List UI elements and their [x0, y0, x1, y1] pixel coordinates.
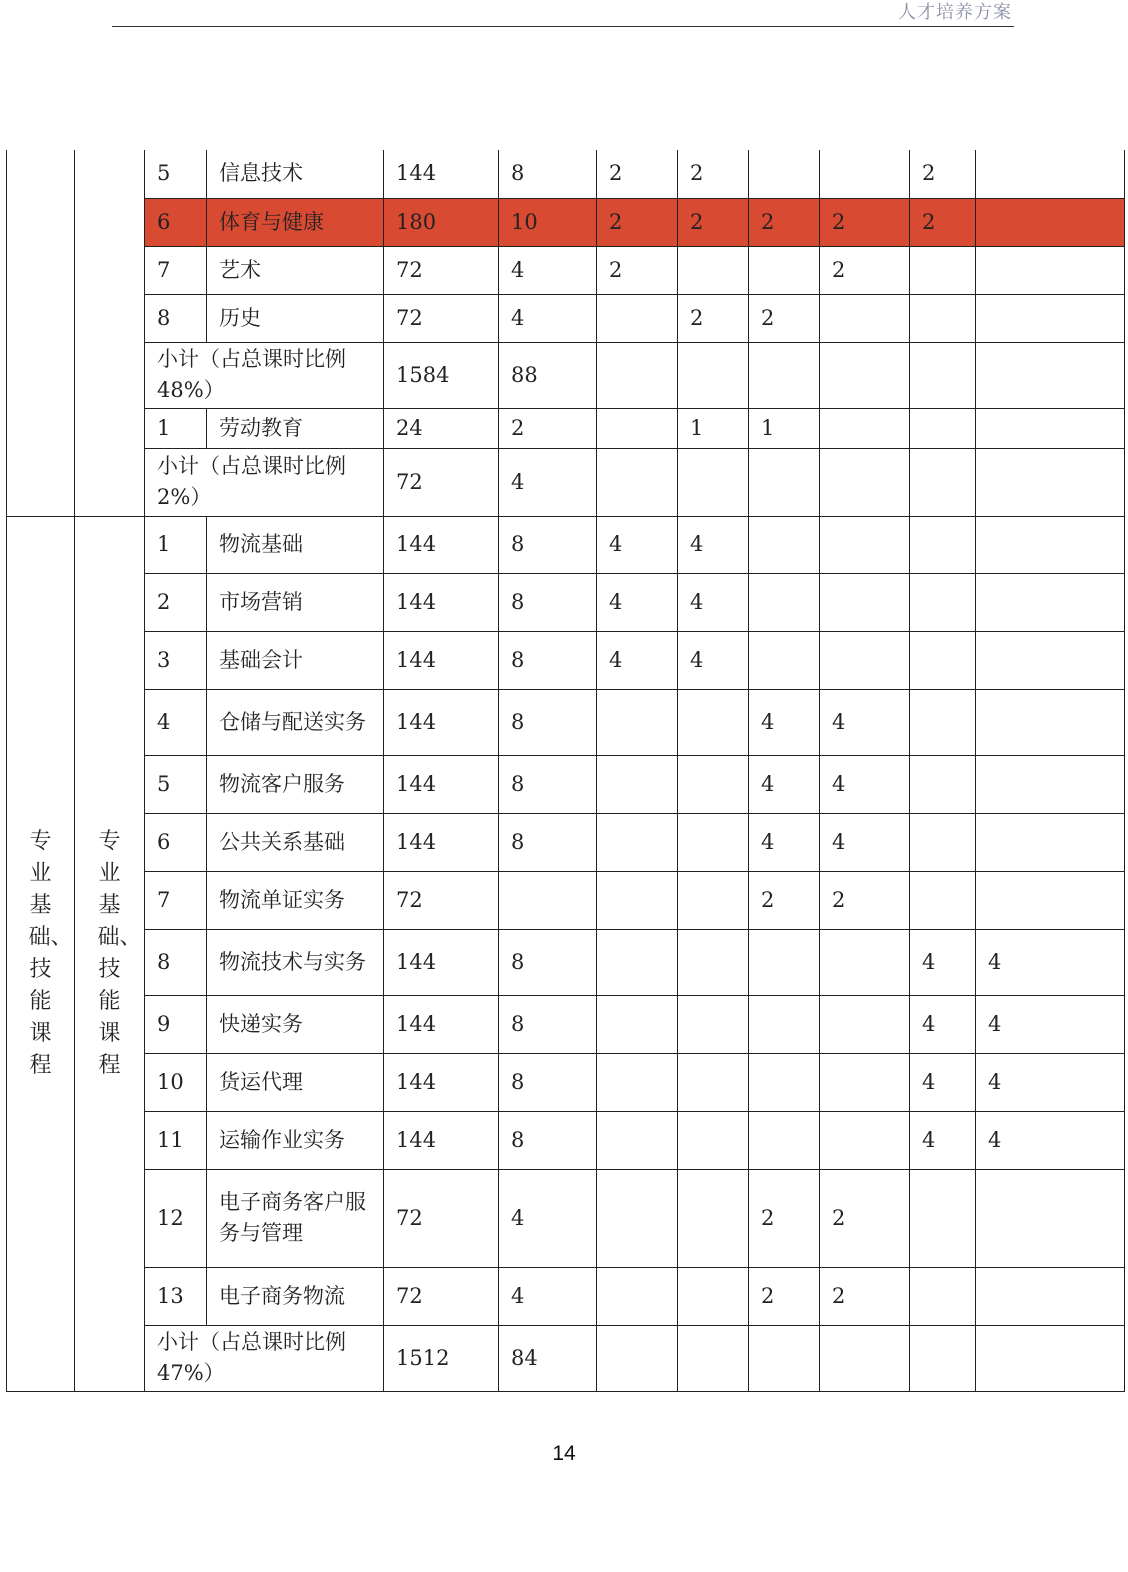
cell-semester-5: [910, 448, 976, 516]
cell-semester-3: [749, 573, 820, 631]
cell-hours: 72: [384, 294, 499, 342]
course-table: [6, 150, 1125, 1392]
cell-credits: 2: [499, 408, 597, 448]
cell-semester-1: [597, 1325, 678, 1391]
cell-semester-5: [910, 246, 976, 294]
cell-semester-4: [820, 1325, 910, 1391]
cell-semester-5: [910, 342, 976, 408]
cell-hours: 144: [384, 929, 499, 995]
cell-hours: 72: [384, 246, 499, 294]
cell-semester-5: [910, 631, 976, 689]
cell-semester-5: [910, 689, 976, 755]
cell-no: 6: [145, 198, 207, 246]
subtotal-row: [7, 1325, 1125, 1391]
table-row: [7, 1111, 1125, 1169]
subtotal-hours: 1584: [384, 342, 499, 408]
cell-credits: 4: [499, 294, 597, 342]
cell-hours: 144: [384, 1053, 499, 1111]
cell-semester-1: [597, 689, 678, 755]
cell-hours: 144: [384, 813, 499, 871]
cell-semester-6: [976, 342, 1125, 408]
cell-no: 3: [145, 631, 207, 689]
cell-no: 6: [145, 813, 207, 871]
subtotal-credits: 84: [499, 1325, 597, 1391]
table-row: [7, 689, 1125, 755]
cell-semester-1: [597, 1169, 678, 1267]
cell-semester-4: [820, 929, 910, 995]
cell-no: 8: [145, 294, 207, 342]
cell-semester-3: 4: [749, 689, 820, 755]
cell-credits: 8: [499, 689, 597, 755]
cell-semester-4: 4: [820, 755, 910, 813]
cell-course-name: 仓储与配送实务: [207, 689, 384, 755]
cell-semester-5: [910, 1325, 976, 1391]
cell-semester-4: [820, 631, 910, 689]
cell-course-name: 运输作业实务: [207, 1111, 384, 1169]
cell-semester-6: [976, 1325, 1125, 1391]
subtotal-label: 小计（占总课时比例 47%）: [145, 1325, 384, 1391]
cell-no: 7: [145, 871, 207, 929]
cell-semester-4: [820, 294, 910, 342]
cell-semester-2: 2: [678, 294, 749, 342]
cell-semester-5: [910, 755, 976, 813]
page-number: 14: [552, 1442, 576, 1465]
cell-no: 13: [145, 1267, 207, 1325]
cell-semester-2: 4: [678, 631, 749, 689]
cell-semester-3: 2: [749, 871, 820, 929]
cell-semester-6: [976, 448, 1125, 516]
cell-semester-1: [597, 929, 678, 995]
cell-semester-3: 1: [749, 408, 820, 448]
cell-course-name: 物流基础: [207, 516, 384, 573]
cell-semester-4: 4: [820, 689, 910, 755]
cell-semester-1: 4: [597, 631, 678, 689]
cell-credits: 4: [499, 1267, 597, 1325]
cell-semester-3: [749, 995, 820, 1053]
table-row: [7, 1169, 1125, 1267]
cell-semester-6: [976, 294, 1125, 342]
cell-course-name: 劳动教育: [207, 408, 384, 448]
cell-semester-4: [820, 1111, 910, 1169]
cell-semester-3: 2: [749, 294, 820, 342]
cell-semester-1: 4: [597, 516, 678, 573]
cell-hours: 144: [384, 995, 499, 1053]
cell-semester-1: [597, 813, 678, 871]
cell-semester-1: [597, 871, 678, 929]
cell-course-name: 电子商务物流: [207, 1267, 384, 1325]
cell-semester-2: [678, 1267, 749, 1325]
cell-semester-4: 2: [820, 198, 910, 246]
cell-credits: 8: [499, 1111, 597, 1169]
cell-credits: 8: [499, 929, 597, 995]
cell-semester-3: 2: [749, 198, 820, 246]
cell-semester-2: [678, 1169, 749, 1267]
cell-course-name: 历史: [207, 294, 384, 342]
cell-semester-3: 2: [749, 1169, 820, 1267]
subtotal-row: [7, 448, 1125, 516]
cell-semester-3: [749, 929, 820, 995]
subtotal-label: 小计（占总课时比例 48%）: [145, 342, 384, 408]
table-row: [7, 631, 1125, 689]
cell-hours: 144: [384, 573, 499, 631]
cell-course-name: 物流客户服务: [207, 755, 384, 813]
cell-course-name: 货运代理: [207, 1053, 384, 1111]
cell-semester-4: 2: [820, 1169, 910, 1267]
cell-hours: 180: [384, 198, 499, 246]
cell-credits: 8: [499, 755, 597, 813]
cell-semester-2: [678, 1325, 749, 1391]
cell-semester-4: [820, 448, 910, 516]
table-row: [7, 755, 1125, 813]
table-row: [7, 1053, 1125, 1111]
cell-semester-2: [678, 929, 749, 995]
cell-semester-6: [976, 408, 1125, 448]
cell-semester-5: 4: [910, 1111, 976, 1169]
cell-semester-4: [820, 408, 910, 448]
cell-no: 5: [145, 755, 207, 813]
table-row: [7, 573, 1125, 631]
cell-semester-3: 2: [749, 1267, 820, 1325]
cell-no: 7: [145, 246, 207, 294]
category-cell: [7, 516, 75, 1391]
cell-semester-6: [976, 198, 1125, 246]
cell-semester-2: 1: [678, 408, 749, 448]
cell-semester-3: [749, 246, 820, 294]
cell-course-name: 基础会计: [207, 631, 384, 689]
cell-course-name: 体育与健康: [207, 198, 384, 246]
cell-semester-6: [976, 755, 1125, 813]
cell-hours: 144: [384, 631, 499, 689]
cell-semester-5: 2: [910, 150, 976, 198]
cell-semester-5: 4: [910, 995, 976, 1053]
cell-semester-3: [749, 516, 820, 573]
cell-no: 11: [145, 1111, 207, 1169]
cell-credits: 8: [499, 813, 597, 871]
cell-course-name: 物流单证实务: [207, 871, 384, 929]
cell-semester-2: 2: [678, 150, 749, 198]
cell-semester-5: [910, 1267, 976, 1325]
subcategory-cell: [75, 516, 145, 1391]
cell-semester-3: [749, 1053, 820, 1111]
cell-semester-6: [976, 573, 1125, 631]
cell-semester-5: [910, 516, 976, 573]
cell-credits: 8: [499, 573, 597, 631]
cell-semester-2: 4: [678, 573, 749, 631]
cell-semester-5: [910, 294, 976, 342]
cell-course-name: 信息技术: [207, 150, 384, 198]
cell-semester-4: 4: [820, 813, 910, 871]
cell-semester-4: [820, 1053, 910, 1111]
cell-credits: 4: [499, 246, 597, 294]
cell-semester-2: [678, 813, 749, 871]
cell-semester-5: [910, 1169, 976, 1267]
cell-course-name: 艺术: [207, 246, 384, 294]
cell-semester-1: 4: [597, 573, 678, 631]
cell-hours: 144: [384, 150, 499, 198]
cell-course-name: 物流技术与实务: [207, 929, 384, 995]
cell-semester-2: [678, 755, 749, 813]
cell-semester-4: [820, 342, 910, 408]
cell-no: 2: [145, 573, 207, 631]
cell-no: 12: [145, 1169, 207, 1267]
cell-hours: 144: [384, 755, 499, 813]
subcategory-cell-public: [75, 150, 145, 516]
cell-semester-6: 4: [976, 995, 1125, 1053]
cell-semester-1: 2: [597, 198, 678, 246]
cell-semester-6: [976, 516, 1125, 573]
cell-semester-5: 2: [910, 198, 976, 246]
table-row: [7, 294, 1125, 342]
table-row: [7, 408, 1125, 448]
table-row-highlighted: [7, 198, 1125, 246]
cell-semester-3: [749, 631, 820, 689]
cell-semester-6: 4: [976, 1053, 1125, 1111]
cell-hours: 72: [384, 1169, 499, 1267]
table-row: [7, 813, 1125, 871]
cell-credits: 8: [499, 995, 597, 1053]
cell-semester-2: [678, 995, 749, 1053]
cell-no: 1: [145, 408, 207, 448]
cell-semester-6: [976, 813, 1125, 871]
cell-hours: 72: [384, 1267, 499, 1325]
cell-credits: 8: [499, 150, 597, 198]
cell-semester-5: [910, 573, 976, 631]
cell-semester-1: [597, 1111, 678, 1169]
cell-credits: 8: [499, 516, 597, 573]
cell-semester-6: [976, 871, 1125, 929]
cell-semester-2: [678, 689, 749, 755]
cell-semester-1: [597, 448, 678, 516]
cell-course-name: 电子商务客户服务与管理: [207, 1169, 384, 1267]
cell-semester-2: [678, 1053, 749, 1111]
cell-semester-3: 4: [749, 755, 820, 813]
cell-semester-5: [910, 871, 976, 929]
subcategory-label: 专业基础、技能课程: [97, 828, 142, 1078]
subtotal-credits: 88: [499, 342, 597, 408]
cell-semester-1: [597, 1053, 678, 1111]
subtotal-hours: 72: [384, 448, 499, 516]
subtotal-row: [7, 342, 1125, 408]
table-row: [7, 246, 1125, 294]
cell-semester-2: 2: [678, 198, 749, 246]
header-rule: [112, 26, 1014, 27]
cell-semester-1: 2: [597, 150, 678, 198]
cell-semester-4: 2: [820, 1267, 910, 1325]
cell-semester-2: [678, 448, 749, 516]
cell-semester-2: 4: [678, 516, 749, 573]
header-title: 人才培养方案: [898, 2, 1012, 23]
table-row: [7, 929, 1125, 995]
cell-semester-4: 2: [820, 246, 910, 294]
category-label: 专业基础、技能课程: [28, 828, 73, 1078]
cell-semester-3: [749, 448, 820, 516]
cell-semester-1: [597, 408, 678, 448]
cell-no: 10: [145, 1053, 207, 1111]
category-cell-public: [7, 150, 75, 516]
cell-semester-5: 4: [910, 929, 976, 995]
cell-no: 1: [145, 516, 207, 573]
cell-hours: 144: [384, 516, 499, 573]
cell-semester-4: 2: [820, 871, 910, 929]
cell-no: 9: [145, 995, 207, 1053]
cell-semester-1: [597, 342, 678, 408]
cell-semester-5: 4: [910, 1053, 976, 1111]
cell-semester-5: [910, 408, 976, 448]
cell-course-name: 公共关系基础: [207, 813, 384, 871]
cell-no: 4: [145, 689, 207, 755]
cell-semester-4: [820, 995, 910, 1053]
table-row: [7, 150, 1125, 198]
cell-semester-2: [678, 342, 749, 408]
cell-semester-5: [910, 813, 976, 871]
subtotal-hours: 1512: [384, 1325, 499, 1391]
cell-semester-3: [749, 1111, 820, 1169]
cell-credits: 8: [499, 1053, 597, 1111]
cell-semester-6: [976, 1169, 1125, 1267]
table-row: [7, 871, 1125, 929]
cell-credits: 4: [499, 1169, 597, 1267]
cell-semester-6: [976, 689, 1125, 755]
subtotal-label: 小计（占总课时比例 2%）: [145, 448, 384, 516]
cell-no: 5: [145, 150, 207, 198]
cell-semester-6: 4: [976, 1111, 1125, 1169]
cell-semester-3: 4: [749, 813, 820, 871]
cell-semester-1: [597, 1267, 678, 1325]
cell-semester-6: [976, 246, 1125, 294]
table-row: [7, 995, 1125, 1053]
cell-hours: 24: [384, 408, 499, 448]
cell-semester-3: [749, 1325, 820, 1391]
cell-credits: 10: [499, 198, 597, 246]
cell-semester-3: [749, 150, 820, 198]
cell-semester-6: [976, 631, 1125, 689]
cell-semester-6: [976, 150, 1125, 198]
cell-hours: 144: [384, 689, 499, 755]
cell-course-name: 快递实务: [207, 995, 384, 1053]
cell-hours: 72: [384, 871, 499, 929]
cell-semester-2: [678, 246, 749, 294]
cell-credits: [499, 871, 597, 929]
cell-semester-4: [820, 150, 910, 198]
cell-semester-2: [678, 1111, 749, 1169]
cell-semester-1: [597, 755, 678, 813]
subtotal-credits: 4: [499, 448, 597, 516]
cell-semester-1: [597, 294, 678, 342]
cell-no: 8: [145, 929, 207, 995]
cell-credits: 8: [499, 631, 597, 689]
cell-course-name: 市场营销: [207, 573, 384, 631]
cell-semester-2: [678, 871, 749, 929]
cell-semester-4: [820, 516, 910, 573]
cell-semester-1: 2: [597, 246, 678, 294]
table-row: [7, 516, 1125, 573]
cell-semester-6: 4: [976, 929, 1125, 995]
cell-semester-4: [820, 573, 910, 631]
cell-semester-3: [749, 342, 820, 408]
cell-hours: 144: [384, 1111, 499, 1169]
cell-semester-6: [976, 1267, 1125, 1325]
table-row: [7, 1267, 1125, 1325]
cell-semester-1: [597, 995, 678, 1053]
